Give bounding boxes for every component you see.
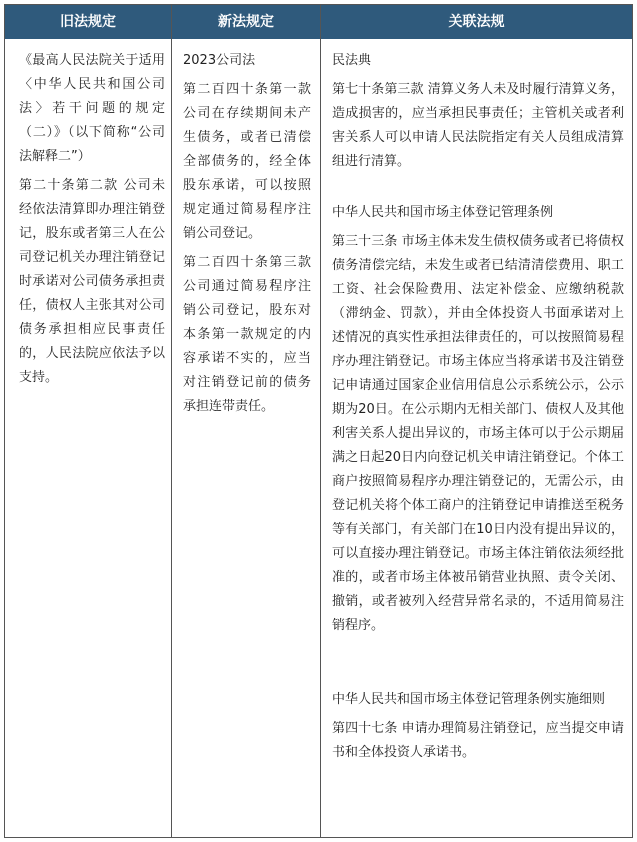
old-law-source: 《最高人民法院关于适用〈中华人民共和国公司法〉若干问题的规定（二）》（以下简称“公司法解释二”） xyxy=(19,53,165,164)
old-law-column xyxy=(19,49,165,395)
implementation-rules-article: 第四十七条 申请办理简易注销登记，应当提交申请书和全体投资人承诺书。 xyxy=(332,721,624,760)
new-law-article-1: 第二百四十条第一款 公司在存续期间未产生债务，或者已清偿全部债务的，经全体股东承诺，可以按照规定通过简易程序注销公司登记。 xyxy=(183,82,311,241)
new-law-article-3: 第二百四十条第三款 公司通过简易程序注销公司登记，股东对本条第一款规定的内容承诺不实的，应当对注销登记前的债务承担连带责任。 xyxy=(183,255,311,414)
header-new-law: 新法规定 xyxy=(218,14,274,30)
header-old-law: 旧法规定 xyxy=(60,14,116,30)
implementation-rules-title: 中华人民共和国市场主体登记管理条例实施细则 xyxy=(332,692,606,707)
new-law-source: 2023公司法 xyxy=(183,53,256,68)
column-divider xyxy=(320,5,321,837)
column-divider xyxy=(171,5,172,837)
table-header xyxy=(5,5,632,39)
market-entity-regulation-article: 第三十三条 市场主体未发生债权债务或者已将债权债务清偿完结，未发生或者已结清清偿费用、职工工资、社会保险费用、法定补偿金、应缴纳税款（滞纳金、罚款），并由全体投资人书面承诺对上述情况的真实性承担法律责任的，可以按照简易程序办理注销登记。市场主体应当将承诺书及注销登记申请通过国家企业信用信息公示系统公示，公示期为20日。在公示期内无相关部门、债权人及其他利害关系人提出异议的，市场主体可以于公示期届满之日起20日内向登记机关申请注销登记。个体工商户按照简易程序办理注销登记的，无需公示，由登记机关将个体工商户的注销登记申请推送至税务等有关部门，有关部门在10日内没有提出异议的，可以直接办理注销登记。市场主体注销依法须经批准的，或者市场主体被吊销营业执照、责令关闭、撤销，或者被列入经营异常名录的，不适用简易注销程序。 xyxy=(332,234,624,633)
related-law-column xyxy=(332,49,624,770)
old-law-article: 第二十条第二款 公司未经依法清算即办理注销登记，股东或者第三人在公司登记机关办理注销登记时承诺对公司债务承担责任，债权人主张其对公司债务承担相应民事责任的，人民法院应依法予以支持。 xyxy=(19,178,165,385)
header-related-law: 关联法规 xyxy=(448,14,505,30)
civil-code-title: 民法典 xyxy=(332,53,372,68)
civil-code-article: 第七十条第三款 清算义务人未及时履行清算义务，造成损害的，应当承担民事责任；主管机关或者利害关系人可以申请人民法院指定有关人员组成清算组进行清算。 xyxy=(332,82,624,169)
law-comparison-table xyxy=(4,4,633,838)
new-law-column xyxy=(183,49,311,424)
market-entity-regulation-title: 中华人民共和国市场主体登记管理条例 xyxy=(332,205,554,220)
